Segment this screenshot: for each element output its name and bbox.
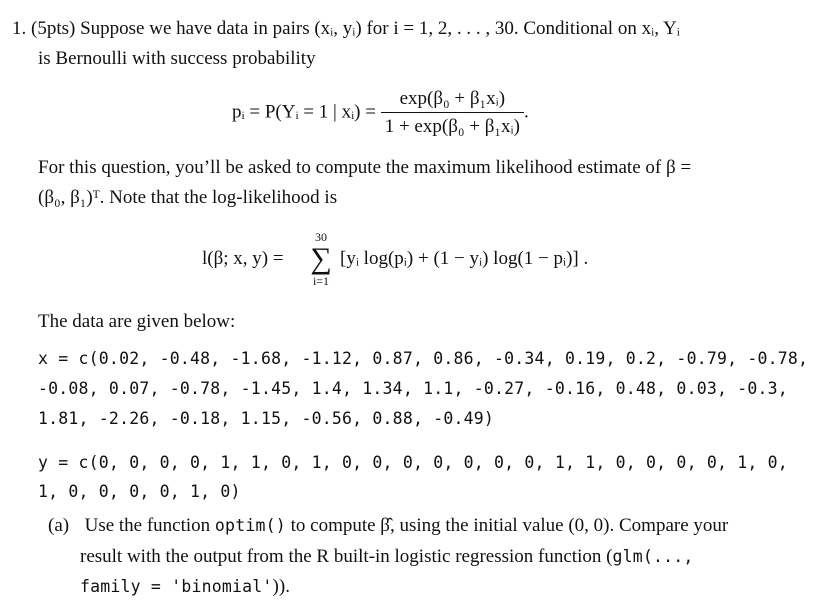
part-a-line2-text: result with the output from the R built-in logistic regression function ( xyxy=(80,546,613,567)
part-a-line3 xyxy=(80,576,290,598)
prob-lhs: pᵢ = P(Yᵢ = 1 | xᵢ) = xyxy=(232,101,376,123)
intro-text-1: Suppose we have data in pairs (xᵢ, yᵢ) for i = 1, 2, . . . , 30. Conditional on xᵢ, Yᵢ xyxy=(80,18,680,39)
sigma-symbol: ∑ xyxy=(310,242,332,275)
part-a-line3-end: )). xyxy=(272,576,290,597)
sum-lower-limit: i=1 xyxy=(312,274,330,288)
part-a-line1 xyxy=(48,515,728,537)
prob-end: . xyxy=(523,101,529,123)
loglik-lhs: l(β; x, y) = xyxy=(202,248,284,269)
prob-numerator: exp(β₀ + β₁xᵢ) xyxy=(381,88,524,113)
data-intro: The data are given below: xyxy=(38,311,236,332)
y-data-line1: y = c(0, 0, 0, 0, 1, 1, 0, 1, 0, 0, 0, 0, 0, 0, 0, 1, 1, 0, 0, 0, 0, 1, 0, xyxy=(38,453,788,472)
problem-intro-line1 xyxy=(12,18,680,40)
y-data-line2: 1, 0, 0, 0, 0, 1, 0) xyxy=(38,482,241,501)
sum-upper-limit: 30 xyxy=(315,230,327,244)
part-a-text-pre: Use the function xyxy=(84,515,211,536)
mle-text-2: (β₀, β₁)ᵀ. Note that the log-likelihood is xyxy=(38,187,338,208)
intro-text-2: is Bernoulli with success probability xyxy=(38,48,316,69)
problem-points: (5pts) xyxy=(31,18,76,39)
x-data-line1: x = c(0.02, -0.48, -1.68, -1.12, 0.87, 0.86, -0.34, 0.19, 0.2, -0.79, -0.78, xyxy=(38,349,809,368)
problem-number: 1. xyxy=(12,18,27,39)
x-data-line2: -0.08, 0.07, -0.78, -1.45, 1.4, 1.34, 1.1, -0.27, -0.16, 0.48, 0.03, -0.3, xyxy=(38,379,788,398)
part-a-line2 xyxy=(80,546,694,568)
optim-code: optim() xyxy=(214,516,286,535)
part-a-label: (a) xyxy=(48,515,70,536)
probability-formula xyxy=(232,88,529,138)
family-code: family = 'binomial' xyxy=(80,577,273,596)
mle-text-1: For this question, you’ll be asked to compute the maximum likelihood estimate of β = xyxy=(38,157,692,178)
summation xyxy=(306,230,336,288)
x-data-line3: 1.81, -2.26, -0.18, 1.15, -0.56, 0.88, -0.49) xyxy=(38,409,495,428)
prob-fraction xyxy=(381,88,524,138)
part-a-text-post: to compute β̂, using the initial value (0, 0). Compare your xyxy=(290,515,729,536)
glm-code: glm(..., xyxy=(612,547,694,566)
prob-denominator: 1 + exp(β₀ + β₁xᵢ) xyxy=(384,116,520,137)
loglik-rhs: [yᵢ log(pᵢ) + (1 − yᵢ) log(1 − pᵢ)] . xyxy=(340,248,589,269)
